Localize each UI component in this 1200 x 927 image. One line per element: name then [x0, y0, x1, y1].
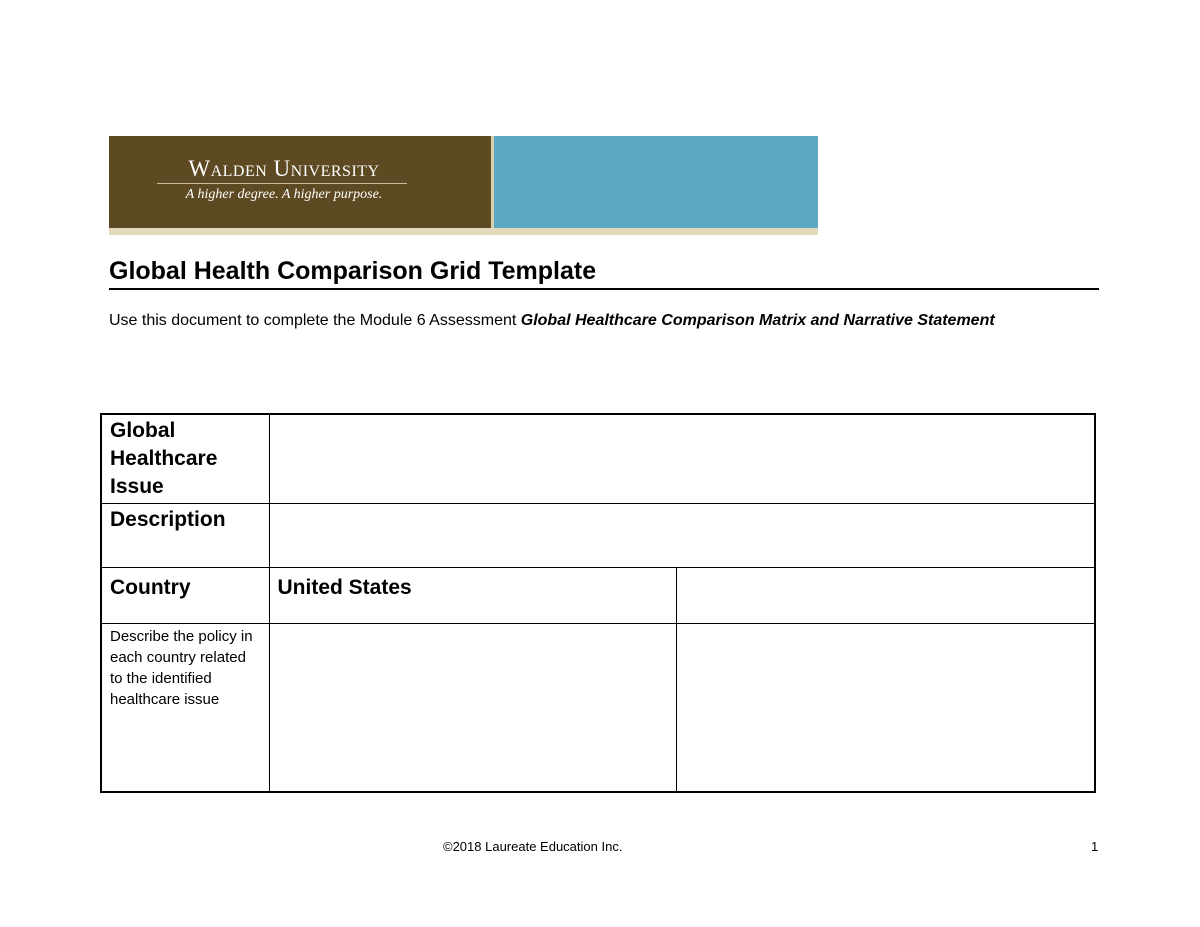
issue-input-cell[interactable]: [269, 414, 1095, 504]
intro-emphasis: Global Healthcare Comparison Matrix and Narrative Statement: [520, 312, 995, 329]
table-row: [101, 414, 1095, 504]
table-row: [101, 568, 1095, 624]
intro-paragraph: [109, 310, 1069, 331]
table-row: [101, 504, 1095, 568]
page-title: Global Health Comparison Grid Template: [109, 256, 1099, 290]
policy-country-2-cell[interactable]: [676, 624, 1095, 792]
issue-label: Global Healthcare Issue: [101, 414, 269, 504]
description-input-cell[interactable]: [269, 504, 1095, 568]
copyright-footer: ©2018 Laureate Education Inc.: [443, 839, 623, 854]
policy-country-1-cell[interactable]: [269, 624, 676, 792]
comparison-grid: [100, 413, 1096, 793]
country-label: Country: [101, 568, 269, 624]
university-logo-name: Walden University: [188, 156, 380, 181]
university-tagline: A higher degree. A higher purpose.: [185, 187, 383, 202]
table-row: [101, 624, 1095, 792]
country-1-cell[interactable]: United States: [269, 568, 676, 624]
banner-color-panel: [494, 136, 818, 228]
banner-bottom-strip: [109, 228, 818, 235]
country-2-cell[interactable]: [676, 568, 1095, 624]
banner-brand-panel: [109, 136, 491, 228]
intro-text: Use this document to complete the Module 6 Assessment: [109, 312, 521, 329]
logo-rule: [157, 183, 407, 184]
walden-banner: [109, 136, 818, 235]
description-label: Description: [101, 504, 269, 568]
policy-label: Describe the policy in each country related to the identified healthcare issue: [101, 624, 269, 792]
page-number: 1: [1091, 839, 1099, 854]
